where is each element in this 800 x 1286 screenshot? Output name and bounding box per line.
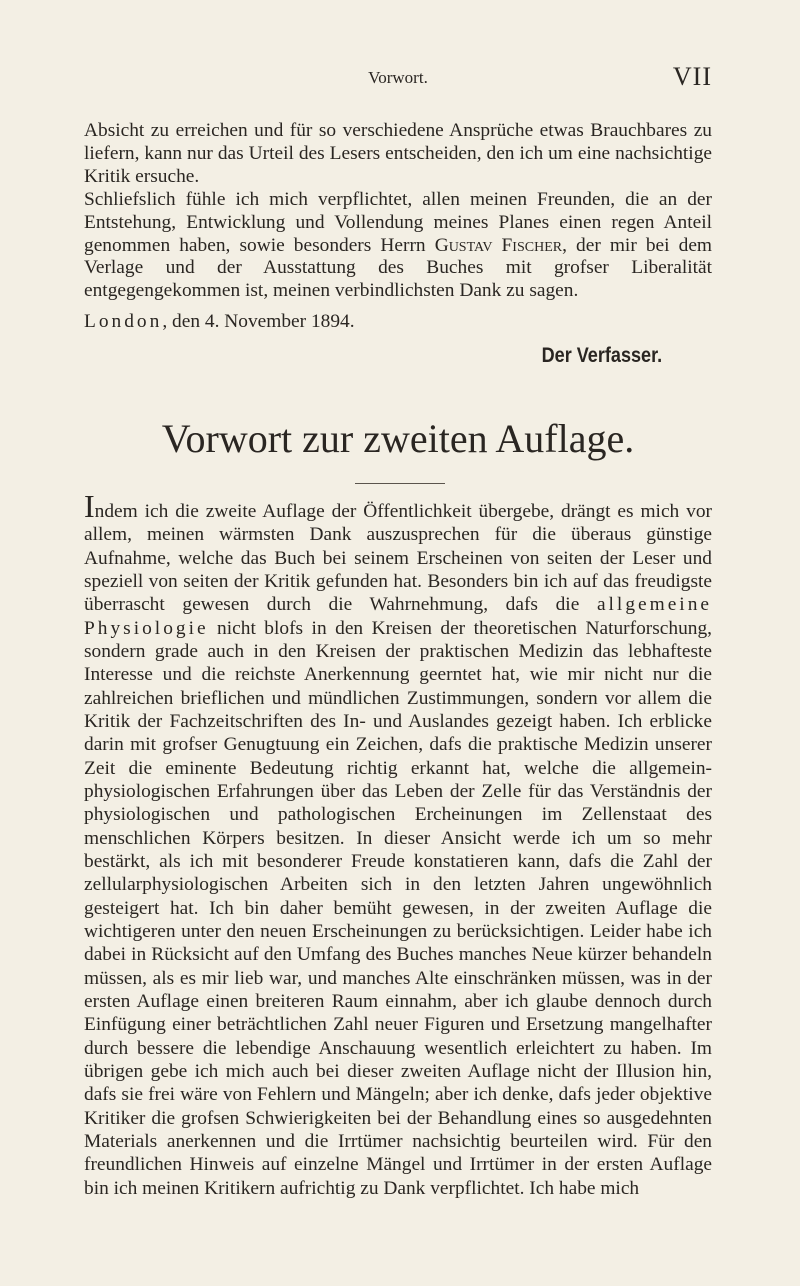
paragraph-text: Absicht zu erreichen und für so verschiedene Ansprüche etwas Brauchbares zu liefern, kann nur das Urteil des Lesers entscheiden, den ich um eine nachsichtige Kritik ersuche. xyxy=(84,120,712,187)
running-header xyxy=(84,62,712,94)
paragraph-text: nicht blofs in den Kreisen der theoretischen Naturforschung, sondern grade auch in den Kreisen der praktischen Medizin das lebhafteste Interesse und die reichste Anerkennung geerntet hat, wie mir nicht nur die zahlreichen brieflichen und mündlichen Zustimmungen, sondern vor allem die Kritik der Fachzeitschriften des In- und Auslandes gezeigt haben. Ich erblicke darin mit grofser Genugtuung ein Zeichen, dafs die praktische Medizin unserer Zeit die eminente Bedeutung richtig erkannt hat, welche die allgemein-physiologischen Erfahrungen über das Leben der Zelle für das Verständnis der physiologischen und pathologischen Ercheinungen im Zellenstaat des menschlichen Körpers besitzen. In dieser Ansicht werde ich um so mehr bestärkt, als ich mit besonderer Freude konstatieren kann, dafs die Zahl der zellularphysiologischen Arbeiten sich in den letzten Jahren ungewöhnlich gesteigert hat. Ich bin daher bemüht gewesen, in der zweiten Auflage die wichtigeren unter den neuen Erscheinungen zu berücksichtigen. Leider habe ich dabei in Rücksicht auf den Umfang des Buches manches Neue kürzer behandeln müssen, als es mir lieb war, und manches Alte einschränken müssen, was in der ersten Auflage einen breiteren Raum einnahm, aber ich glaube dennoch durch Einfügung einer beträchtlichen Zahl neuer Figuren und Ersetzung mangelhafter durch bessere die lebendige Anschauung wesentlich erleichtert zu haben. Im übrigen gebe ich mich auch bei dieser zweiten Auflage nicht der Illusion hin, dafs sie frei wäre von Fehlern und Mängeln; aber ich denke, dafs jeder objektive Kritiker die grofsen Schwierigkeiten bei der Behandlung eines so ausgedehnten Materials anerkennen und die Irrtümer nachsichtig beurteilen wird. Für den freundlichen Hinweis auf einzelne Mängel und Irrtümer in der ersten Auflage bin ich meinen Kritikern aufrichtig zu Dank verpflichtet. Ich habe mich xyxy=(84,617,712,1199)
page-number: VII xyxy=(672,62,712,91)
place-name: London xyxy=(84,311,163,333)
second-preface xyxy=(84,488,712,1200)
paragraph-text: , der mir bei dem Verlage und der Ausstattung des Buches mit grofser Liberalität entgegengekommen ist, meinen verbindlichsten Dank zu sagen. xyxy=(84,234,713,302)
paragraph-acknowledgement xyxy=(84,189,712,304)
running-title: Vorwort. xyxy=(368,68,428,87)
paragraph-text: ndem ich die zweite Auflage der Öffentlichkeit übergebe, drängt es mich vor allem, meinen wärmsten Dank auszusprechen für die überaus günstige Aufnahme, welche das Buch bei seinem Erscheinen von seiten der Leser und speziell von seiten der Kritik gefunden hat. Besonders bin ich auf das freudigste überrascht gewesen durch die Wahrnehmung, dafs die xyxy=(84,501,712,616)
heading-divider xyxy=(355,483,445,484)
emphasized-term: allgemeine Physiologie xyxy=(84,594,712,639)
author-signature: Der Verfasser. xyxy=(541,344,663,368)
paragraph-intro-end xyxy=(84,120,712,189)
paragraph-second-preface xyxy=(84,488,712,1200)
preface-ending xyxy=(84,120,712,368)
date-line xyxy=(84,311,712,334)
paragraph-text: Schliefslich fühle ich mich verpflichtet, allen meinen Freunden, die an der Entstehung, Entwicklung und Vollendung meines Planes einen regen Anteil genommen haben, sowie besonders Herrn xyxy=(84,188,712,256)
date-text: , den 4. November 1894. xyxy=(162,311,355,333)
person-name: Gustav Fischer xyxy=(434,234,563,256)
section-heading: Vorwort zur zweiten Auflage. xyxy=(161,416,635,461)
drop-cap: I xyxy=(84,488,95,524)
